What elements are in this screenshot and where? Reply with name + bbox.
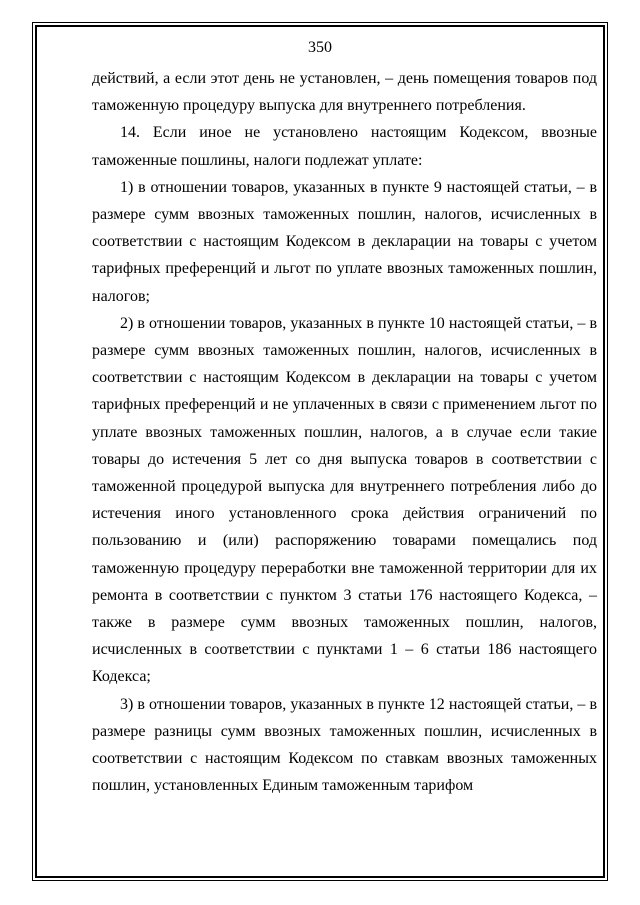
paragraph-subclause-3: 3) в отношении товаров, указанных в пункте 12 настоящей статьи, – в размере разницы сумм ввозных таможенных пошлин, исчисленных в соответствии с настоящим Кодексом по ставкам ввозных таможенных пошлин, установленных Единым таможенным тарифом xyxy=(92,695,597,795)
document-body xyxy=(92,65,597,799)
page-number: 350 xyxy=(308,39,332,56)
paragraph-continuation: действий, а если этот день не установлен, – день помещения товаров под таможенную процедуру выпуска для внутреннего потребления. xyxy=(92,70,597,115)
paragraph-subclause-1: 1) в отношении товаров, указанных в пункте 9 настоящей статьи, – в размере сумм ввозных таможенных пошлин, налогов, исчисленных в соответствии с настоящим Кодексом в декларации на товары с учетом тарифных преференций и льгот по уплате ввозных таможенных пошлин, налогов; xyxy=(92,178,597,305)
paragraph-clause-14: 14. Если иное не установлено настоящим Кодексом, ввозные таможенные пошлины, налоги подлежат уплате: xyxy=(92,124,597,169)
paragraph-subclause-2: 2) в отношении товаров, указанных в пункте 10 настоящей статьи, – в размере сумм ввозных таможенных пошлин, налогов, исчисленных в соответствии с настоящим Кодексом в декларации на товары с учетом тарифных преференций и не уплаченных в связи с применением льгот по уплате ввозных таможенных пошлин, налогов, а в случае если такие товары до истечения 5 лет со дня выпуска товаров в соответствии с таможенной процедурой выпуска для внутреннего потребления либо до истечения иного установленного срока действия ограничений по пользованию и (или) распоряжению товарами помещались под таможенную процедуру переработки вне таможенной территории для их ремонта в соответствии с пунктом 3 статьи 176 настоящего Кодекса, – также в размере сумм ввозных таможенных пошлин, налогов, исчисленных в соответствии с пунктами 1 – 6 статьи 186 настоящего Кодекса; xyxy=(92,314,597,686)
